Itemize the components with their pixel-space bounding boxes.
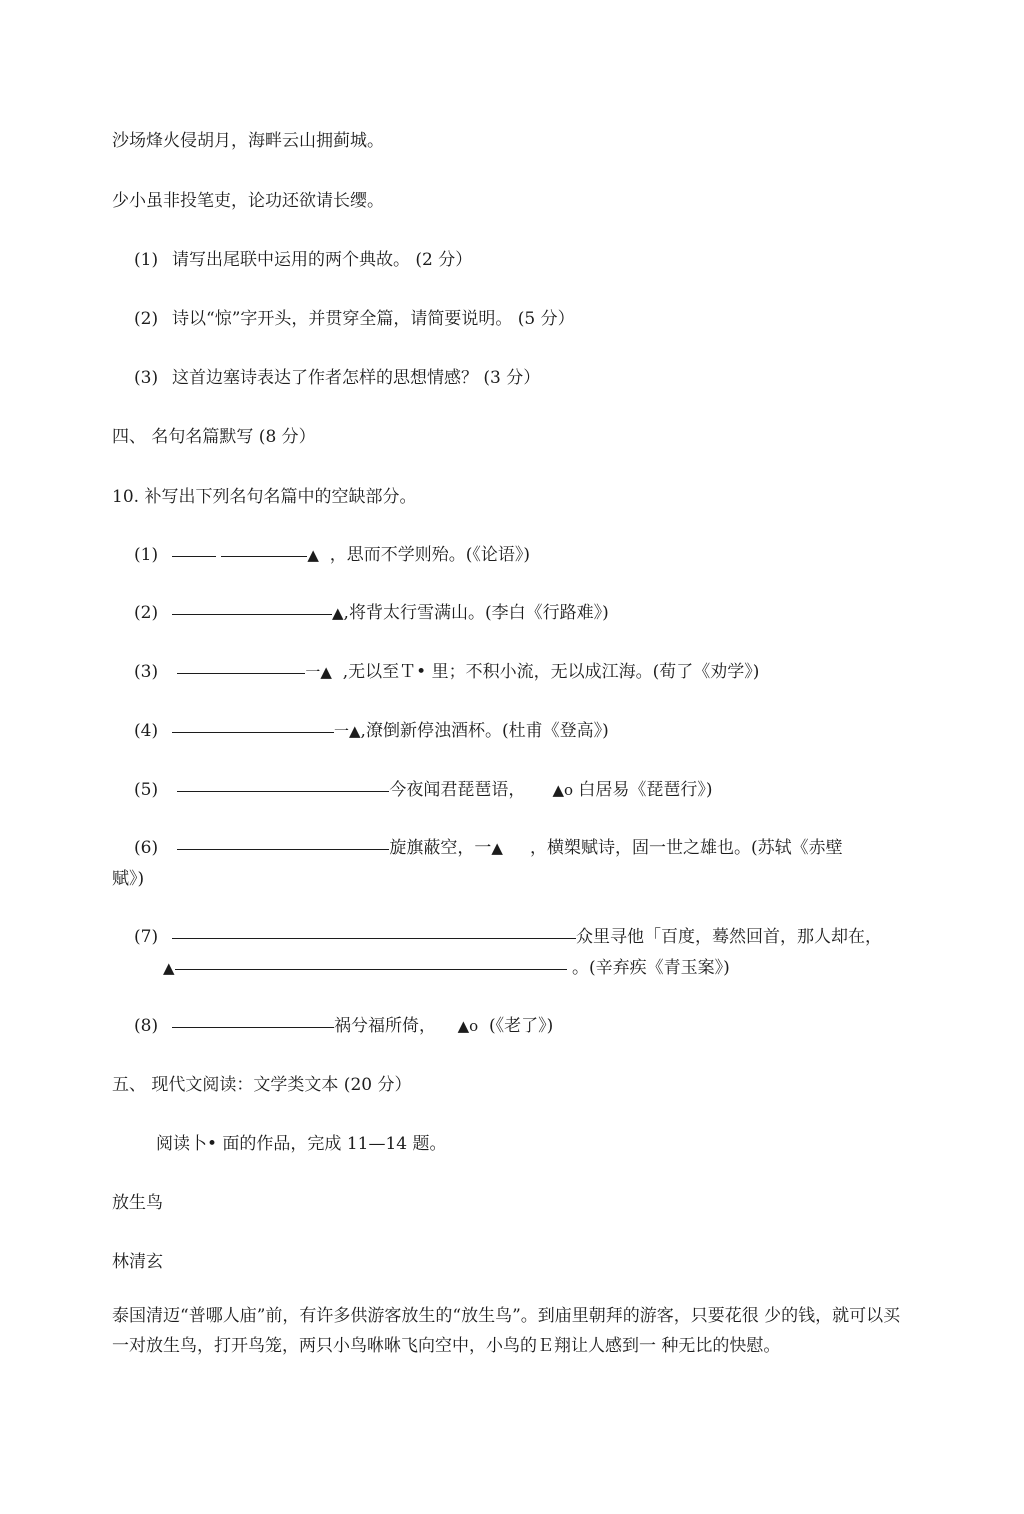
fill-item-6-continuation: 赋》) xyxy=(112,869,145,889)
poem-line-1: 沙场烽火侵胡月，海畔云山拥蓟城。 xyxy=(112,131,384,151)
fill-item-7-continuation xyxy=(163,953,730,978)
fill-item-1 xyxy=(134,540,530,565)
question-text: 诗以“惊”字开头，并贯穿全篇，请简要说明。 (5 分） xyxy=(172,309,575,329)
answer-blank[interactable] xyxy=(175,968,567,970)
fill-item-6 xyxy=(134,833,843,858)
item-text: 白居易《琵琶行》) xyxy=(578,780,713,800)
item-text: ,无以至Ｔ• 里；不积小流，无以成江海。(荀了《劝学》) xyxy=(342,662,760,682)
item-number: (5) xyxy=(134,780,159,800)
question-number: (2) xyxy=(134,309,159,329)
section-4-heading: 四、 名句名篇默写 (8 分） xyxy=(112,427,316,447)
poem-question-2 xyxy=(134,304,575,329)
article-title: 放生鸟 xyxy=(112,1193,163,1213)
item-text: 旋旗蔽空，一 xyxy=(389,838,492,858)
triangle-icon: ▲o xyxy=(457,1017,479,1035)
question-number: (3) xyxy=(134,368,159,388)
triangle-icon: ▲ xyxy=(307,546,319,564)
item-text: ,潦倒新停浊酒杯。(杜甫《登高》) xyxy=(360,721,609,741)
answer-blank[interactable] xyxy=(172,555,216,557)
item-number: (1) xyxy=(134,545,159,565)
item-number: (6) xyxy=(134,838,159,858)
article-author: 林清玄 xyxy=(112,1252,163,1272)
triangle-icon: ▲ xyxy=(491,839,503,857)
fill-item-5 xyxy=(134,775,713,800)
triangle-icon: ▲ xyxy=(163,959,175,977)
fill-item-7 xyxy=(134,922,882,947)
answer-blank[interactable] xyxy=(221,555,307,557)
poem-question-1 xyxy=(134,245,472,270)
item-text: 祸兮福所倚， xyxy=(334,1016,436,1036)
answer-blank[interactable] xyxy=(172,937,576,939)
triangle-icon: ▲ xyxy=(332,604,344,622)
item-text: 众里寻他「百度，蓦然回首，那人却在， xyxy=(576,927,882,947)
item-number: (2) xyxy=(134,603,159,623)
item-text: ，思而不学则殆。(《论语》) xyxy=(329,545,531,565)
question-text: 请写出尾联中运用的两个典故。 (2 分） xyxy=(172,250,473,270)
answer-blank[interactable] xyxy=(172,1026,334,1028)
item-text: (《老了》) xyxy=(489,1016,554,1036)
section-5-heading: 五、 现代文阅读：文学类文本 (20 分） xyxy=(112,1075,412,1095)
fill-item-8 xyxy=(134,1011,553,1036)
fill-item-2 xyxy=(134,598,609,623)
item-text: 。(辛弃疾《青玉案》) xyxy=(571,958,730,978)
fill-item-4 xyxy=(134,716,609,741)
item-number: (3) xyxy=(134,662,159,682)
item-text: ，横槊赋诗，固一世之雄也。(苏轼《赤壁 xyxy=(529,838,843,858)
question-number: (1) xyxy=(134,250,159,270)
answer-blank[interactable] xyxy=(172,613,332,615)
answer-blank[interactable] xyxy=(177,848,389,850)
triangle-icon: 一▲ xyxy=(334,722,361,740)
poem-question-3 xyxy=(134,363,540,388)
item-number: (4) xyxy=(134,721,159,741)
question-text: 这首边塞诗表达了作者怎样的思想情感？ (3 分） xyxy=(172,368,541,388)
reading-instruction: 阅读卜• 面的作品，完成 11—14 题。 xyxy=(156,1134,447,1154)
triangle-icon: ▲o xyxy=(552,781,574,799)
item-text: 今夜闻君琵琶语， xyxy=(389,780,526,800)
item-text: ,将背太行雪满山。(李白《行路难》) xyxy=(343,603,609,623)
item-number: (8) xyxy=(134,1016,159,1036)
triangle-icon: 一▲ xyxy=(305,663,332,681)
answer-blank[interactable] xyxy=(177,672,305,674)
question-10: 10. 补写出下列名句名篇中的空缺部分。 xyxy=(112,487,417,507)
article-paragraph-1: 泰国清迈“普哪人庙”前，有许多供游客放生的“放生鸟”。到庙里朝拜的游客，只要花很 少的钱，就可以买一对放生鸟，打开鸟笼，两只小鸟咻咻飞向空中，小鸟的Ｅ翔让人感到一 种无比的快慰。 xyxy=(112,1306,901,1356)
answer-blank[interactable] xyxy=(177,790,389,792)
fill-item-3 xyxy=(134,657,759,682)
poem-line-2: 少小虽非投笔吏，论功还欲请长缨。 xyxy=(112,191,384,211)
item-number: (7) xyxy=(134,927,159,947)
answer-blank[interactable] xyxy=(172,731,334,733)
